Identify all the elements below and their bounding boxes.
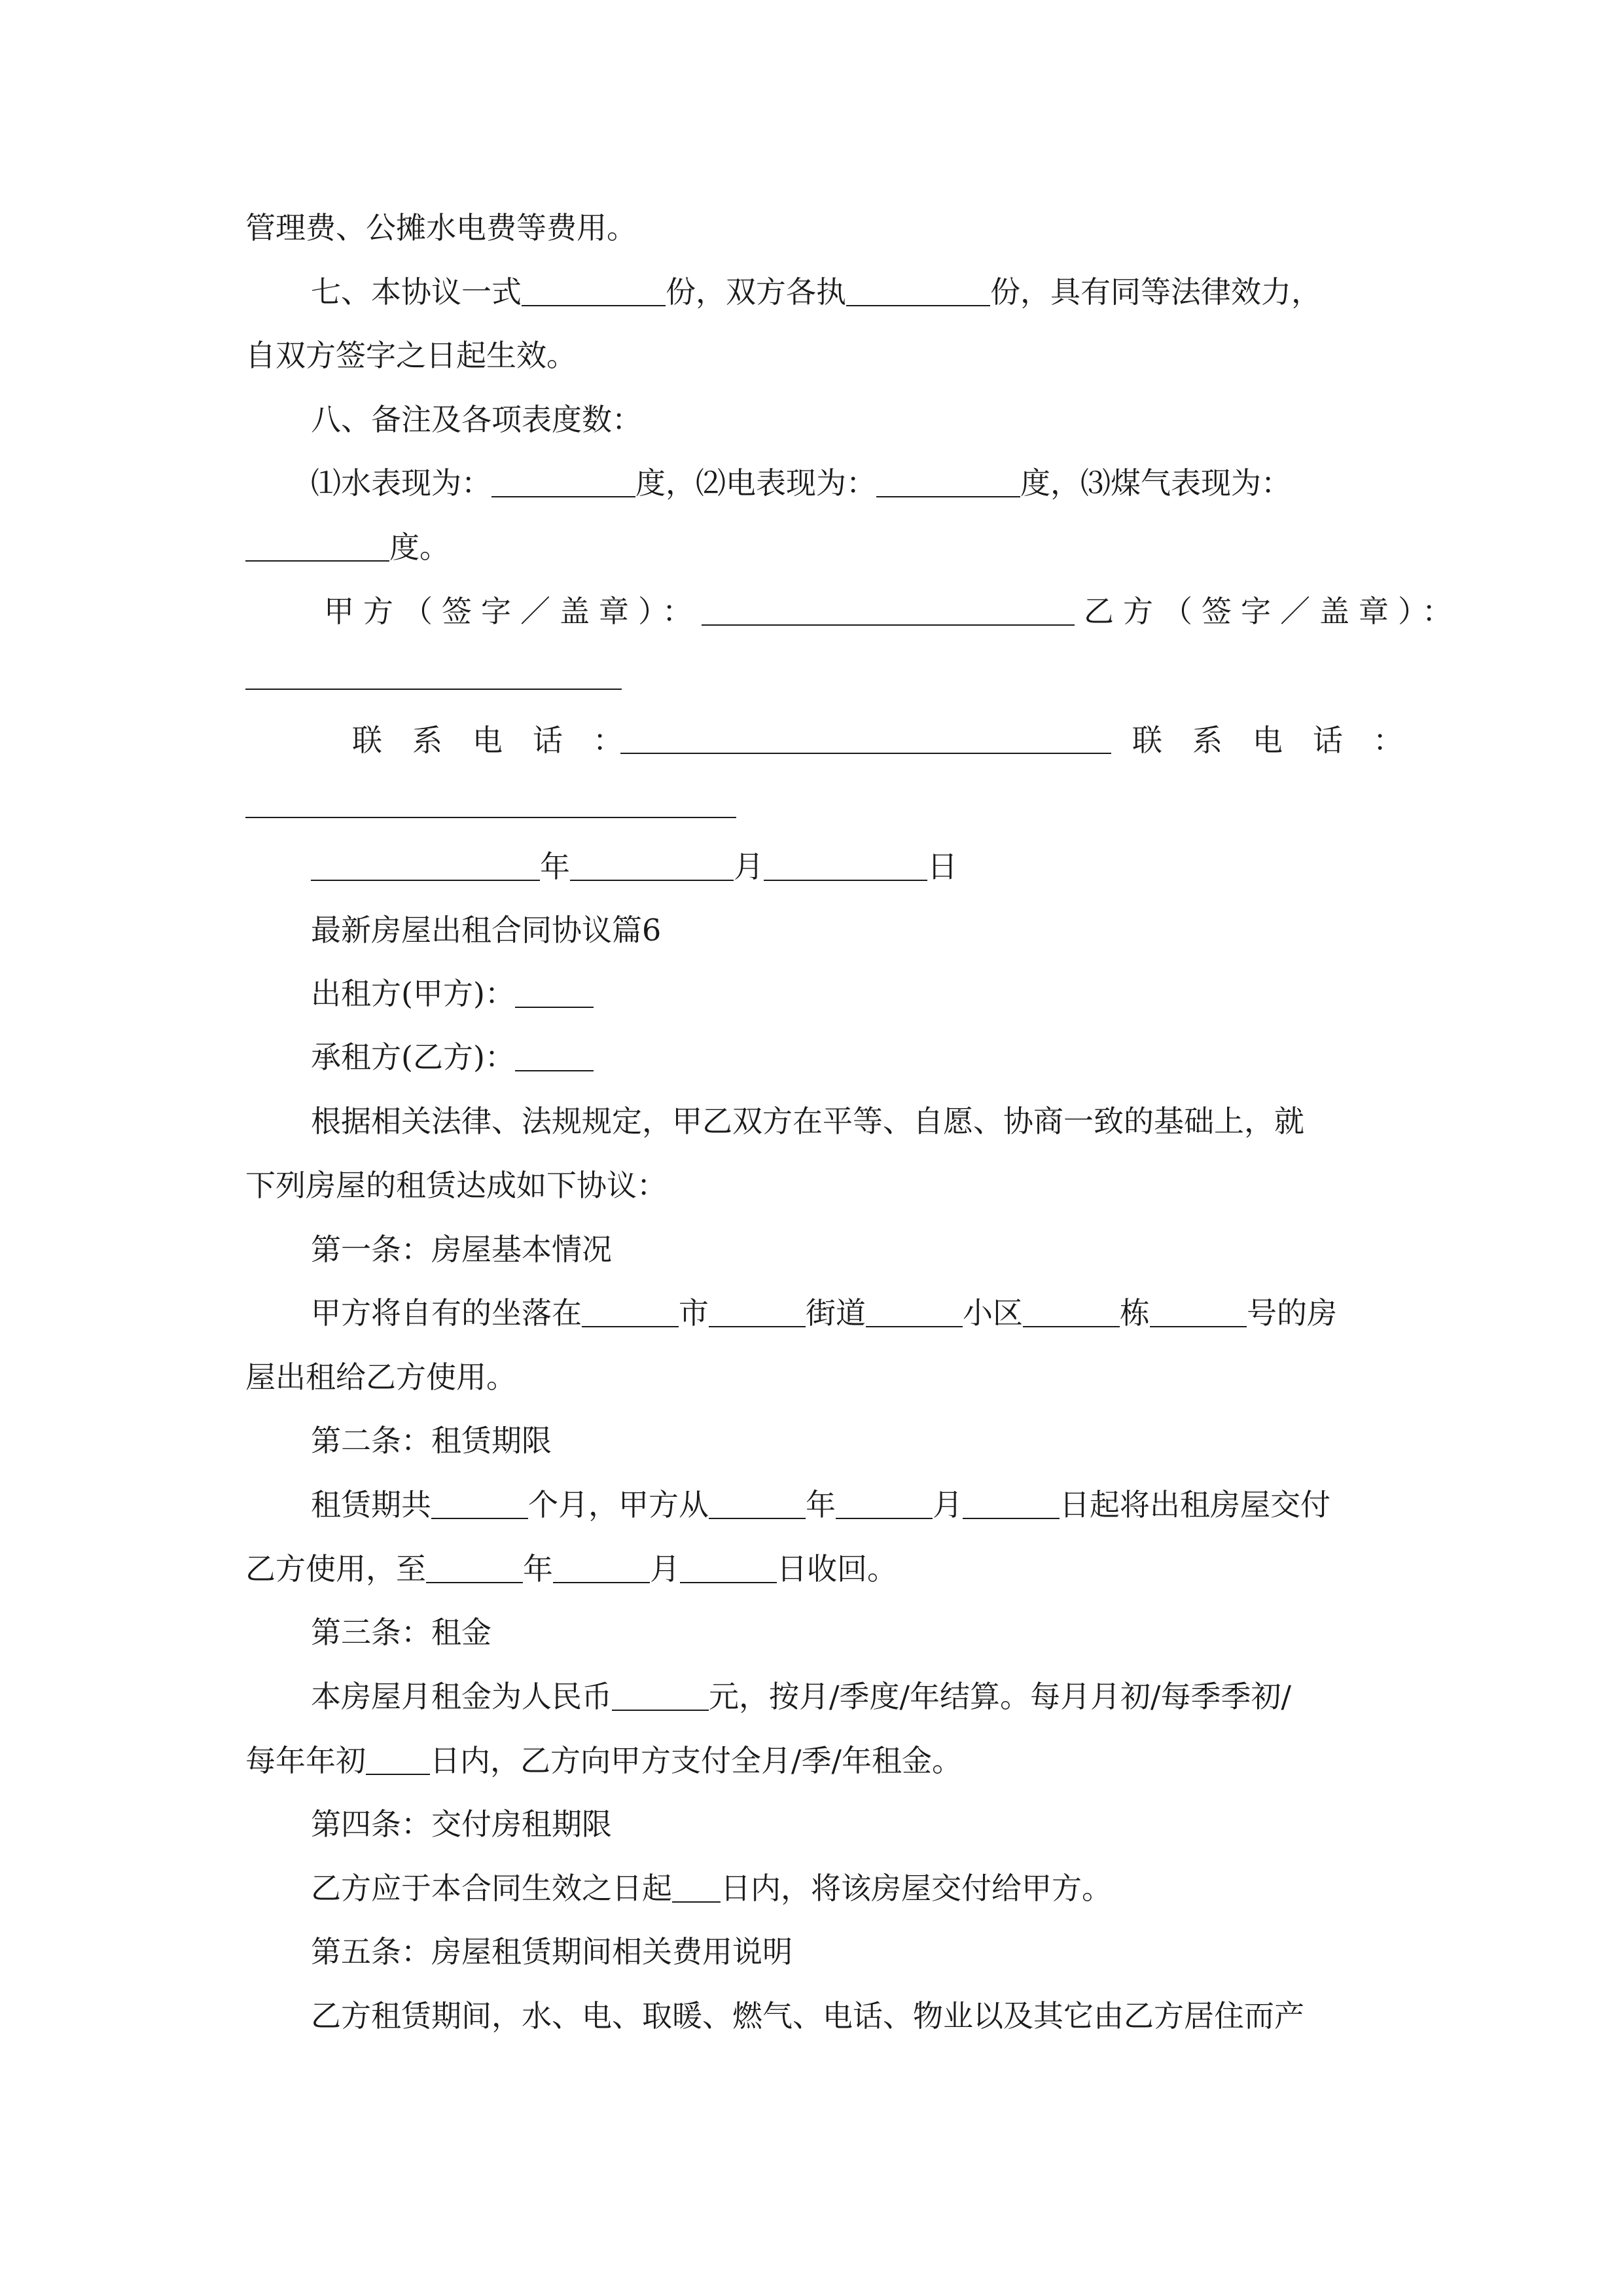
gas-meter-line: 度。 [245, 528, 450, 567]
lessee-blank[interactable] [515, 1041, 594, 1071]
paragraph-line: 管理费、公摊水电费等费用。 [245, 210, 637, 245]
year-blank[interactable] [311, 851, 540, 881]
start-month-blank[interactable] [836, 1489, 933, 1519]
rent-payment-line: 每年年初 日内，乙方向甲方支付全月/季/年租金。 [245, 1743, 962, 1778]
rent-amount-blank[interactable] [612, 1681, 709, 1711]
paragraph-line: 下列房屋的租赁达成如下协议： [245, 1168, 667, 1203]
article-3-heading: 第三条：租金 [311, 1615, 491, 1650]
payment-days-blank[interactable] [366, 1745, 430, 1775]
address-line: 甲方将自有的坐落在 市 街道 小区 栋 号的房 [311, 1295, 1337, 1331]
party-b-signature-blank[interactable] [245, 689, 622, 690]
day-blank[interactable] [764, 851, 927, 881]
building-blank[interactable] [1023, 1297, 1120, 1327]
street-blank[interactable] [709, 1297, 806, 1327]
date-line: 年 月 日 [311, 847, 957, 886]
signature-line: 甲方（签字／盖章）： 乙方（签字／盖章）： [324, 594, 1461, 629]
section-title: 最新房屋出租合同协议篇6 [311, 912, 662, 948]
paragraph-line: 屋出租给乙方使用。 [245, 1359, 516, 1395]
community-blank[interactable] [866, 1297, 963, 1327]
paragraph-line: 自双方签字之日起生效。 [245, 338, 577, 373]
term-months-blank[interactable] [431, 1489, 528, 1519]
phone-line-b: 联系电话： [1132, 723, 1433, 758]
clause-7-line: 七、本协议一式 份，双方各执 份，具有同等法律效力， [311, 274, 1321, 310]
term-line: 租赁期共 个月，甲方从 年 月 日起将出租房屋交付 [311, 1487, 1330, 1522]
article-4-heading: 第四条：交付房租期限 [311, 1806, 612, 1842]
lessee-line: 承租方(乙方)： [311, 1037, 594, 1077]
water-meter-blank[interactable] [491, 467, 635, 497]
lessor-blank[interactable] [515, 978, 594, 1008]
party-b-phone-blank[interactable] [245, 817, 736, 818]
city-blank[interactable] [582, 1297, 679, 1327]
meter-readings-line: ⑴水表现为： 度，⑵电表现为： 度，⑶煤气表现为： [311, 465, 1291, 501]
electric-meter-blank[interactable] [876, 467, 1020, 497]
article-5-heading: 第五条：房屋租赁期间相关费用说明 [311, 1934, 793, 1969]
end-day-blank[interactable] [680, 1553, 777, 1583]
delivery-line: 乙方应于本合同生效之日起 日内，将该房屋交付给甲方。 [311, 1871, 1112, 1906]
start-year-blank[interactable] [709, 1489, 806, 1519]
end-year-blank[interactable] [426, 1553, 523, 1583]
clause-8-heading: 八、备注及各项表度数： [311, 402, 642, 437]
paragraph-line: 乙方租赁期间，水、电、取暖、燃气、电话、物业以及其它由乙方居住而产 [311, 1998, 1304, 2034]
party-a-signature-blank[interactable] [702, 596, 1075, 626]
article-1-heading: 第一条：房屋基本情况 [311, 1232, 612, 1267]
phone-line: 联系电话： [352, 723, 653, 758]
end-month-blank[interactable] [553, 1553, 650, 1583]
rent-line: 本房屋月租金为人民币 元，按月/季度/年结算。每月月初/每季季初/ [311, 1679, 1291, 1714]
paragraph-line: 根据相关法律、法规规定，甲乙双方在平等、自愿、协商一致的基础上，就 [311, 1103, 1304, 1139]
start-day-blank[interactable] [963, 1489, 1060, 1519]
gas-meter-blank[interactable] [245, 531, 389, 562]
lessor-line: 出租方(甲方)： [311, 974, 594, 1013]
article-2-heading: 第二条：租赁期限 [311, 1423, 552, 1458]
party-a-phone-blank[interactable] [620, 753, 1111, 754]
number-blank[interactable] [1150, 1297, 1247, 1327]
delivery-days-blank[interactable] [672, 1873, 721, 1903]
copies-each-blank[interactable] [846, 276, 990, 306]
copies-blank[interactable] [522, 276, 666, 306]
month-blank[interactable] [570, 851, 734, 881]
term-end-line: 乙方使用，至 年 月 日收回。 [245, 1551, 897, 1587]
